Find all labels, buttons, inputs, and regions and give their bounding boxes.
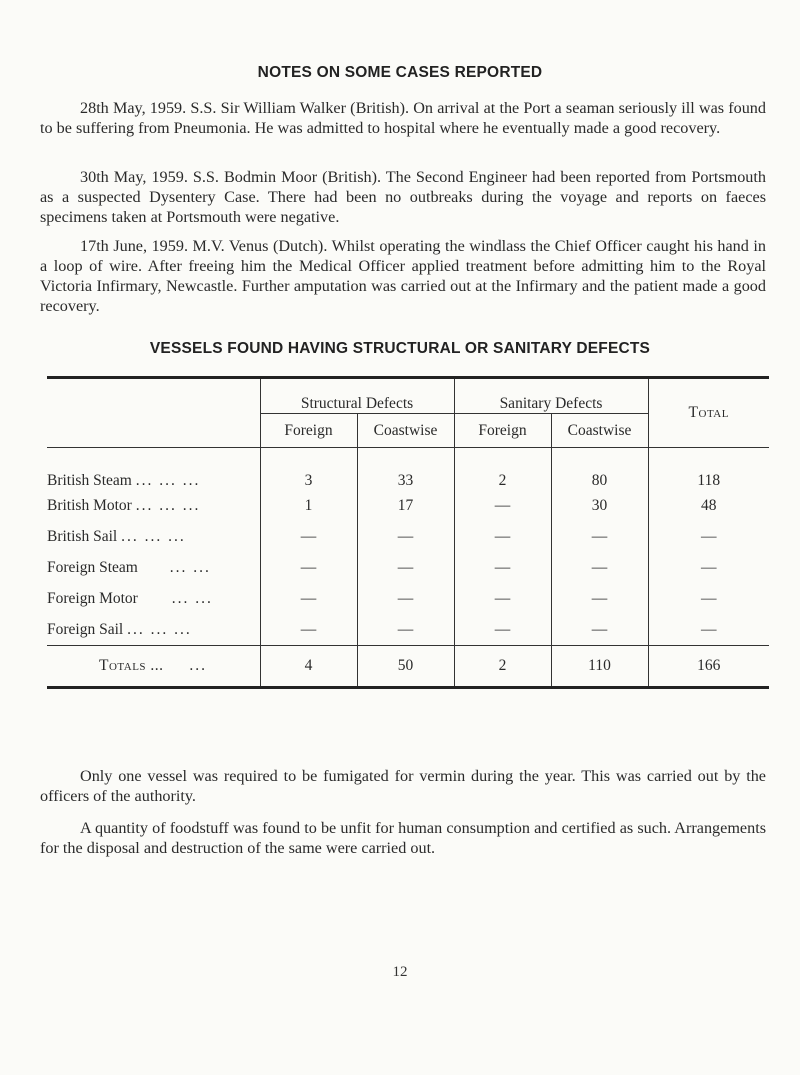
value-cell: — (260, 614, 357, 646)
value-cell: 1 (260, 490, 357, 521)
total-value-cell: 166 (648, 646, 769, 688)
value-cell: — (260, 552, 357, 583)
value-cell: — (454, 552, 551, 583)
value-cell: — (357, 583, 454, 614)
total-value-cell: 50 (357, 646, 454, 688)
value-cell: — (454, 521, 551, 552)
value-cell: 48 (648, 490, 769, 521)
table-row (47, 614, 769, 646)
header-row (47, 378, 769, 414)
row-label: Foreign Steam ... ... (47, 558, 211, 576)
notes-heading: NOTES ON SOME CASES REPORTED (257, 64, 543, 81)
value-cell: — (357, 552, 454, 583)
total-value-cell: 2 (454, 646, 551, 688)
closing-paragraph: A quantity of foodstuff was found to be unfit for human consumption and certified as such. Arrangements for the disposal and destruction of the same were carried out. (40, 819, 766, 857)
value-cell: — (551, 552, 648, 583)
row-label: British Steam ... ... ... (47, 472, 201, 489)
case-paragraph: 28th May, 1959. S.S. Sir William Walker (British). On arrival at the Port a seaman seriously ill was found to be suffering from Pneumonia. He was admitted to hospital where he eventually made a good recovery. (40, 99, 766, 137)
value-cell: — (551, 614, 648, 646)
value-cell: — (260, 583, 357, 614)
row-label: Foreign Motor ... ... (47, 589, 213, 607)
value-cell: — (357, 614, 454, 646)
sanitary-defects-header: Sanitary Defects (454, 378, 648, 414)
structural-defects-header: Structural Defects (260, 378, 454, 414)
sanitary-foreign-header: Foreign (454, 414, 551, 448)
value-cell: — (551, 583, 648, 614)
defects-table (47, 376, 769, 689)
structural-foreign-header: Foreign (260, 414, 357, 448)
value-cell: — (551, 521, 648, 552)
total-value-cell: 4 (260, 646, 357, 688)
table-row (47, 552, 769, 583)
value-cell: 33 (357, 448, 454, 491)
value-cell: — (648, 614, 769, 646)
value-cell: 80 (551, 448, 648, 491)
value-cell: 3 (260, 448, 357, 491)
case-paragraph: 30th May, 1959. S.S. Bodmin Moor (British). The Second Engineer had been reported from Portsmouth as a suspected Dysentery Case. There had been no outbreaks during the voyage and reports on faeces specimens taken at Portsmouth were negative. (40, 168, 766, 226)
table-row (47, 521, 769, 552)
table-row (47, 583, 769, 614)
total-header: Total (648, 378, 769, 448)
value-cell: 17 (357, 490, 454, 521)
value-cell: — (260, 521, 357, 552)
sanitary-coastwise-header: Coastwise (551, 414, 648, 448)
case-paragraph: 17th June, 1959. M.V. Venus (Dutch). Whilst operating the windlass the Chief Officer caught his hand in a loop of wire. After freeing him the Medical Officer applied treatment before admitting him to the Royal Victoria Infirmary, Newcastle. Further amputation was carried out at the Infirmary and the patient made a good recovery. (40, 237, 766, 315)
totals-label: Totals ... ... (99, 657, 208, 674)
table-row (47, 448, 769, 491)
value-cell: — (648, 552, 769, 583)
value-cell: — (648, 521, 769, 552)
row-label: British Sail ... ... ... (47, 527, 186, 545)
vessels-heading: VESSELS FOUND HAVING STRUCTURAL OR SANITARY DEFECTS (149, 340, 651, 357)
header-blank-cell (47, 378, 260, 448)
page-number: 12 (392, 964, 408, 980)
value-cell: — (357, 521, 454, 552)
row-label: British Motor ... ... ... (47, 496, 201, 514)
closing-paragraph: Only one vessel was required to be fumigated for vermin during the year. This was carried out by the officers of the authority. (40, 767, 766, 805)
structural-coastwise-header: Coastwise (357, 414, 454, 448)
value-cell: — (648, 583, 769, 614)
value-cell: — (454, 490, 551, 521)
value-cell: 118 (648, 448, 769, 491)
table-row (47, 490, 769, 521)
row-label: Foreign Sail ... ... ... (47, 620, 192, 638)
totals-row (47, 646, 769, 688)
value-cell: 2 (454, 448, 551, 491)
value-cell: — (454, 614, 551, 646)
total-value-cell: 110 (551, 646, 648, 688)
value-cell: 30 (551, 490, 648, 521)
value-cell: — (454, 583, 551, 614)
